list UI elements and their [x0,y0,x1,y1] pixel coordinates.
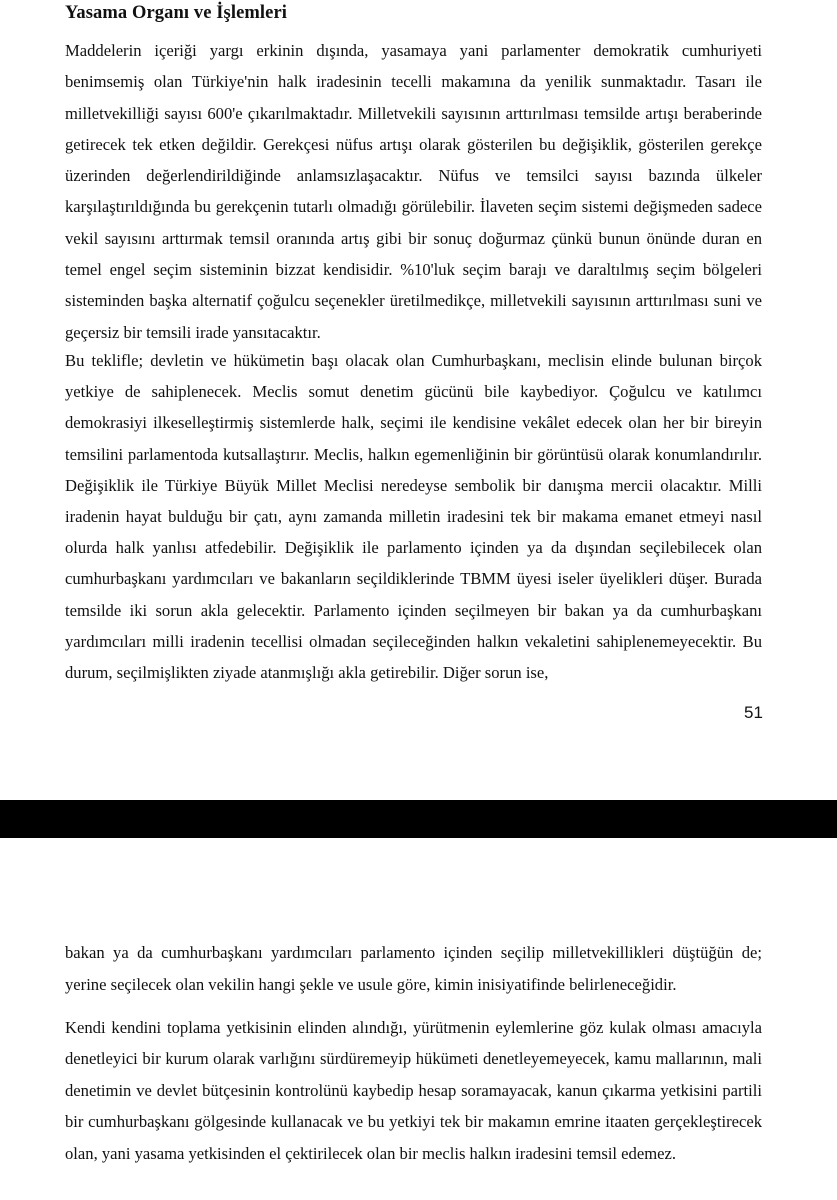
paragraph-president-powers: Bu teklifle; devletin ve hükümetin başı olacak olan Cumhurbaşkanı, meclisin elinde bulunan birçok yetkiye de sahiplenecek. Meclis somut denetim gücünü bile kaybediyor. Çoğulcu ve katılımcı demokrasiyi ilkeselleştirmiş sistemlerde halk, seçimi ile kendisine vekâlet edecek olan her bir bireyin temsilini parlamentoda kutsallaştırır. Meclis, halkın egemenliğinin bir görüntüsü olarak konumlandırılır. Değişiklik ile Türkiye Büyük Millet Meclisi neredeyse sembolik bir danışma mercii olacaktır. Milli iradenin hayat bulduğu bir çatı, aynı zamanda milletin iradesini tek bir makama emanet etmeyi nasıl olurda halk yanlısı atfedebilir. Değişiklik ile parlamento içinden ya da dışından seçilebilecek olan cumhurbaşkanı yardımcıları ve bakanların seçildiklerinde TBMM üyesi iseler üyelikleri düşer. Burada temsilde iki sorun akla gelecektir. Parlamento içinden seçilmeyen bir bakan ya da cumhurbaşkanı yardımcıları milli iradenin tecellisi olmadan seçileceğinden halkın vekaletini sahiplenemeyecektir. Bu durum, seçilmişlikten ziyade atanmışlığı akla getirebilir. Diğer sorun ise, [65,351,762,683]
paragraph-legislature-count: Maddelerin içeriği yargı erkinin dışında, yasamaya yani parlamenter demokratik cumhuriyeti benimsemiş olan Türkiye'nin halk iradesinin tecelli makamına da yenilik sunmaktadır. Tasarı ile milletvekilliği sayısı 600'e çıkarılmaktadır. Milletvekili sayısının arttırılması temsilde artışı beraberinde getirecek tek etken değildir. Gerekçesi nüfus artışı olarak gösterilen bu değişiklik, gösterilen gerekçe üzerinden değerlendirildiğinde anlamsızlaşacaktır. Nüfus ve temsilci sayısı bazında ülkeler karşılaştırıldığında bu gerekçenin tutarlı olmadığı görülebilir. İlaveten seçim sistemi değişmeden sadece vekil sayısını arttırmak temsil oranında artış gibi bir sonuç doğurmaz çünkü bunun önünde duran en temel engel seçim sisteminin bizzat kendisidir. %10'luk seçim barajı ve daraltılmış seçim bölgeleri sisteminden başka alternatif çoğulcu seçenekler üretilmedikçe, milletvekili sayısının arttırılması suni ve geçersiz bir temsili irade yansıtacaktır. [65,41,762,342]
section-heading: Yasama Organı ve İşlemleri [65,3,287,23]
paragraph-parliament-oversight: Kendi kendini toplama yetkisinin elinden alındığı, yürütmenin eylemlerine göz kulak olması amacıyla denetleyici bir kurum olarak varlığını sürdüremeyip hükümeti denetleyemeyecek, kamu mallarının, mali denetimin ve devlet bütçesinin kontrolünü kaybedip hesap soramayacak, kanun çıkarma yetkisini partili bir cumhurbaşkanı gölgesinde kullanacak ve bu yetkiyi tek bir makamın emrine itaaten gerçekleştirecek olan, yani yasama yetkisinden el çektirilecek olan bir meclis halkın iradesini temsil edemez. [65,1018,762,1163]
page-separator-bar [0,800,837,838]
page-number: 51 [744,703,763,722]
paragraph-continuation: bakan ya da cumhurbaşkanı yardımcıları parlamento içinden seçilip milletvekillikleri düştüğün de; yerine seçilecek olan vekilin hangi şekle ve usule göre, kimin inisiyatifinde belirleneceğidir. [65,943,762,994]
